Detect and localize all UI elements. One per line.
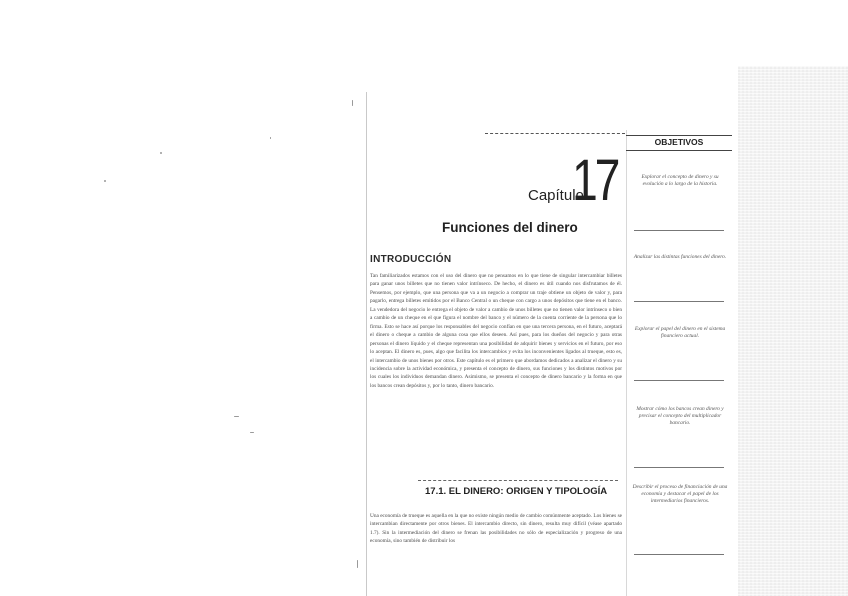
scan-speck — [250, 432, 254, 433]
chapter-title: Funciones del dinero — [442, 220, 578, 235]
intro-paragraph: Tan familiarizados estamos con el uso del dinero que no pensamos en lo que tiene de singular intercambiar billetes para ganar unos billetes que no tienen valor intrínseco. De hecho, el dinero es útil cuando nos disfrutamos de él. Pensemos, por ejemplo, que una persona que va a un negocio a comprar un traje obtiene un objeto de valor y, para pagarlo, entrega billetes emitidos por el Banco Central o un cheque con cargo a unos depósitos que tiene en el banco. La vendedora del negocio le entrega el objeto de valor a cambio de unos billetes que no tienen valor intrínseco o bien a cambio de un cheque en el que figura el nombre del banco y el número de la cuenta corriente de la persona que lo firma. Esto se hace así porque los responsables del negocio confían en que una tercera persona, en el futuro, aceptará el dinero o cheque a cambio de alguna cosa que ellos deseen. Así pues, para los dueños del negocio y para otras personas el dinero líquido y el cheque representan una posibilidad de adquirir bienes y servicios en el futuro, por eso lo aceptan. El dinero es, pues, algo que facilita los intercambios y evita los inconvenientes ligados al trueque, esto es, el intercambio de unos bienes por otros. Este capítulo es el primero que abordamos dedicados a analizar el dinero y su incidencia sobre la actividad económica, y presenta el concepto de dinero, sus funciones y los distintos motivos por los cuales los individuos demandan dinero. Asimismo, se presenta el concepto de dinero bancario y la forma en que los bancos crean depósitos y, por lo tanto, dinero bancario. — [370, 273, 622, 389]
objective-item: Mostrar cómo los bancos crean dinero y precisar el concepto del multiplicador bancario. — [636, 406, 724, 426]
objective-separator — [634, 301, 724, 302]
section-rule — [418, 480, 618, 481]
intro-heading: INTRODUCCIÓN — [370, 254, 452, 265]
objectives-header — [626, 135, 732, 151]
objective-item: Analizar las distintas funciones del dinero. — [633, 254, 727, 260]
objective-item: Explorar el papel del dinero en el sistema financiero actual. — [634, 326, 726, 339]
chapter-number: 17 — [572, 148, 618, 213]
section-paragraph: Una economía de trueque es aquella en la que no existe ningún medio de cambio comúnmente aceptado. Los bienes se intercambian directamente por otros bienes. El intercambio directo, sin dinero, resulta muy difícil (véase apartado 1.7). Sin la intermediación del dinero se frenan las posibilidades no sólo de especialización y progreso de una economía, sino también de distribuir los — [370, 513, 622, 545]
objectives-heading: OBJETIVOS — [654, 137, 704, 147]
objective-separator — [634, 230, 724, 231]
scan-speck — [160, 152, 162, 154]
objective-item: Explorar el concepto de dinero y su evolución a lo largo de la historia. — [641, 174, 719, 187]
scan-speck — [352, 100, 353, 106]
objective-item: Describir el proceso de financiación de una economía y destacar el papel de los intermediarios financieros. — [632, 484, 728, 504]
scan-speck — [234, 416, 239, 417]
scan-speck — [357, 560, 358, 568]
objectives-sidebar — [620, 130, 732, 596]
page-binding-edge — [366, 92, 367, 596]
chapter-word: Capítulo — [528, 187, 584, 204]
scan-speck — [104, 180, 106, 182]
section-heading: 17.1. EL DINERO: ORIGEN Y TIPOLOGÍA — [425, 486, 608, 497]
scan-speck — [270, 137, 271, 139]
header-rule — [485, 133, 625, 134]
sidebar-rule — [626, 130, 627, 596]
objective-separator — [634, 554, 724, 555]
scan-margin — [0, 0, 360, 596]
objective-separator — [634, 467, 724, 468]
objective-separator — [634, 380, 724, 381]
scanned-page-stack — [738, 66, 848, 596]
